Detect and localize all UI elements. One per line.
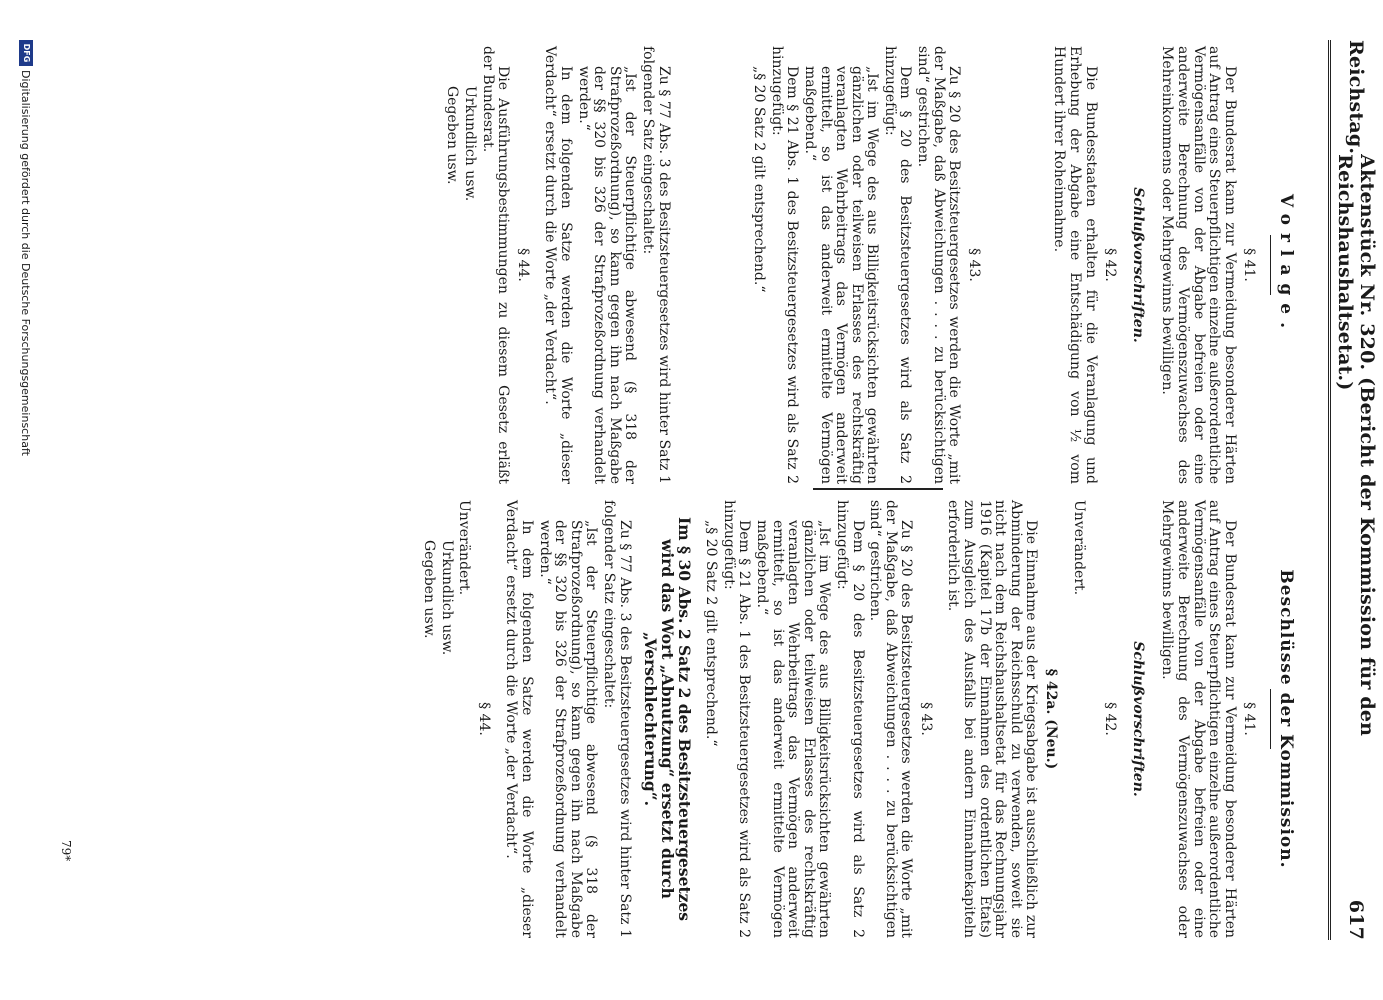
section-heading: § 44.	[514, 248, 531, 282]
unchanged-note: Unverändert.	[1070, 500, 1087, 596]
unchanged-note: Unverändert.	[456, 500, 473, 596]
header-left: Reichstag.	[1345, 40, 1367, 155]
title-rule	[1270, 235, 1271, 295]
paragraph: Dem § 20 des Besitzsteuergesetzes wird als Satz 2 hinzugefügt:	[833, 500, 866, 938]
subheading: Schlußvorschriften.	[1129, 641, 1146, 797]
closing-line: Gegeben usw.	[421, 540, 438, 639]
paragraph: Der Bundesrat kann zur Vermeidung besonderer Härten auf Antrag eines Steuerpflichtigen einzelne außerordentliche Vermögensanfälle von der Abgabe befreien oder eine anderweite Berechnung des Vermögenszuwachses oder Mehrgewinns bewilligen.	[1159, 500, 1238, 938]
paragraph: Der Bundesrat kann zur Vermeidung besonderer Härten auf Antrag eines Steuerpflichtigen einzelne außerordentliche Vermögensanfälle von der Abgabe befreien oder eine anderweite Berechnung des Vermögenszuwachses des Mehreinkommens oder Mehrgewinns bewilligen.	[1159, 46, 1238, 484]
quote: „§ 20 Satz 2 gilt entsprechend.“	[751, 66, 768, 293]
amendment-bold: Im § 30 Abs. 2 Satz 2 des Besitzsteuergesetzes wird das Wort „Abnutzung“ ersetzt durch „Verschlechterung“.	[640, 516, 694, 922]
quote: „Ist der Steuerpflichtige abwesend (§ 318 der Strafprozeßordnung), so kann gegen ihn nach Maßgabe der §§ 320 bis 326 der Strafprozeßordnung verhandelt werden.“	[536, 520, 600, 938]
paragraph: Zu § 20 des Besitzsteuergesetzes werden die Worte „mit der Maßgabe, daß Abweichungen . . . . zu berücksichtigen sind“ gestrichen.	[867, 500, 915, 938]
paragraph: Zu § 77 Abs. 3 des Besitzsteuergesetzes wird hinter Satz 1 folgender Satz eingeschaltet:	[639, 46, 672, 484]
paragraph: Dem § 21 Abs. 1 des Besitzsteuergesetzes wird als Satz 2 hinzugefügt:	[720, 500, 753, 938]
section-heading: § 42.	[1102, 702, 1119, 736]
page-header	[1334, 40, 1378, 940]
paragraph: Die Ausführungsbestimmungen zu diesem Gesetz erläßt der Bundesrat.	[479, 46, 512, 484]
section-heading: § 42.	[1102, 248, 1119, 282]
footer-text: Digitalisierung gefördert durch die Deutsche Forschungsgemeinschaft	[19, 70, 33, 456]
section-heading: § 44.	[475, 702, 492, 736]
section-heading: § 41.	[1241, 702, 1258, 736]
closing-line: Urkundlich usw.	[438, 540, 455, 656]
section-heading: § 42a. (Neu.)	[1043, 668, 1060, 770]
paragraph: In dem folgenden Satze werden die Worte „dieser Verdacht“ ersetzt durch die Worte „der Verdacht“.	[542, 46, 574, 484]
section-heading: § 43.	[917, 702, 934, 736]
section-heading: § 41.	[1241, 248, 1258, 282]
paragraph: Zu § 77 Abs. 3 des Besitzsteuergesetzes wird hinter Satz 1 folgender Satz eingeschaltet:	[601, 500, 633, 938]
header-rule	[1328, 40, 1331, 940]
paragraph: Die Bundesstaaten erhalten für die Veranlagung und Erhebung der Abgabe eine Entschädigung von ½ vom Hundert ihrer Roheinnahme.	[1051, 46, 1099, 484]
column-vorlage	[442, 46, 1299, 484]
paragraph: Dem § 20 des Besitzsteuergesetzes wird als Satz 2 hinzugefügt:	[881, 46, 914, 484]
paragraph: Dem § 21 Abs. 1 des Besitzsteuergesetzes wird als Satz 2 hinzugefügt:	[768, 46, 801, 484]
subheading: Schlußvorschriften.	[1129, 187, 1146, 343]
column-divider	[813, 488, 943, 490]
closing-line: Gegeben usw.	[444, 86, 461, 185]
dfg-logo: DFG	[19, 40, 33, 66]
column-title: Beschlüsse der Kommission.	[1276, 569, 1296, 869]
page-mark: 79*	[59, 840, 73, 862]
quote: „Ist der Steuerpflichtige abwesend (§ 318 der Strafprozeßordnung), so kann gegen ihn nach Maßgabe der §§ 320 bis 326 der Strafprozeßordnung verhandelt werden.“	[575, 66, 639, 484]
section-heading: § 43.	[965, 248, 982, 282]
closing-line: Urkundlich usw.	[462, 86, 479, 202]
paragraph: In dem folgenden Satze werden die Worte „dieser Verdacht“ ersetzt durch die Worte „der Verdacht“.	[503, 500, 536, 938]
column-title: Vorlage.	[1276, 193, 1296, 337]
footer	[19, 40, 33, 456]
quote: „Ist im Wege des aus Billigkeitsrücksichten gewährten gänzlichen oder teilweisen Erlasses des rechtskräftig veranlagten Wehrbeitrags das Vermögen anderweit ermittelt, so ist das anderweit ermittelte Vermögen maßgebend.“	[801, 66, 881, 484]
quote: „Ist im Wege des aus Billigkeitsrücksichten gewährten gänzlichen oder teilweisen Erlasses des rechtskräftig veranlagten Wehrbeitrags das Vermögen anderweit ermittelt, so ist das anderweit ermittelte Vermögen maßgebend.“	[753, 520, 833, 938]
paragraph: Die Einnahme aus der Kriegsabgabe ist ausschließlich zur Abminderung der Reichsschuld zu verwenden, soweit sie nicht nach dem Reichshaushaltsetat für das Rechnungsjahr 1916 (Kapitel 17b der Einnahmen des ordentlichen Etats) zum Ausgleich des Ausfalls bei andern Einnahmekapiteln erforderlich ist.	[945, 500, 1040, 938]
quote: „§ 20 Satz 2 gilt entsprechend.“	[703, 520, 720, 747]
title-rule	[1270, 689, 1271, 749]
paragraph: Zu § 20 des Besitzsteuergesetzes werden die Worte „mit der Maßgabe, daß Abweichungen . . . . zu berücksichtigen sind“ gestrichen.	[915, 46, 963, 484]
header-page-number: 617	[1345, 899, 1367, 940]
header-center: Aktenstück Nr. 320. (Bericht der Kommission für den Reichshaushaltsetat.)	[1334, 154, 1378, 737]
column-beschluesse	[418, 500, 1299, 938]
